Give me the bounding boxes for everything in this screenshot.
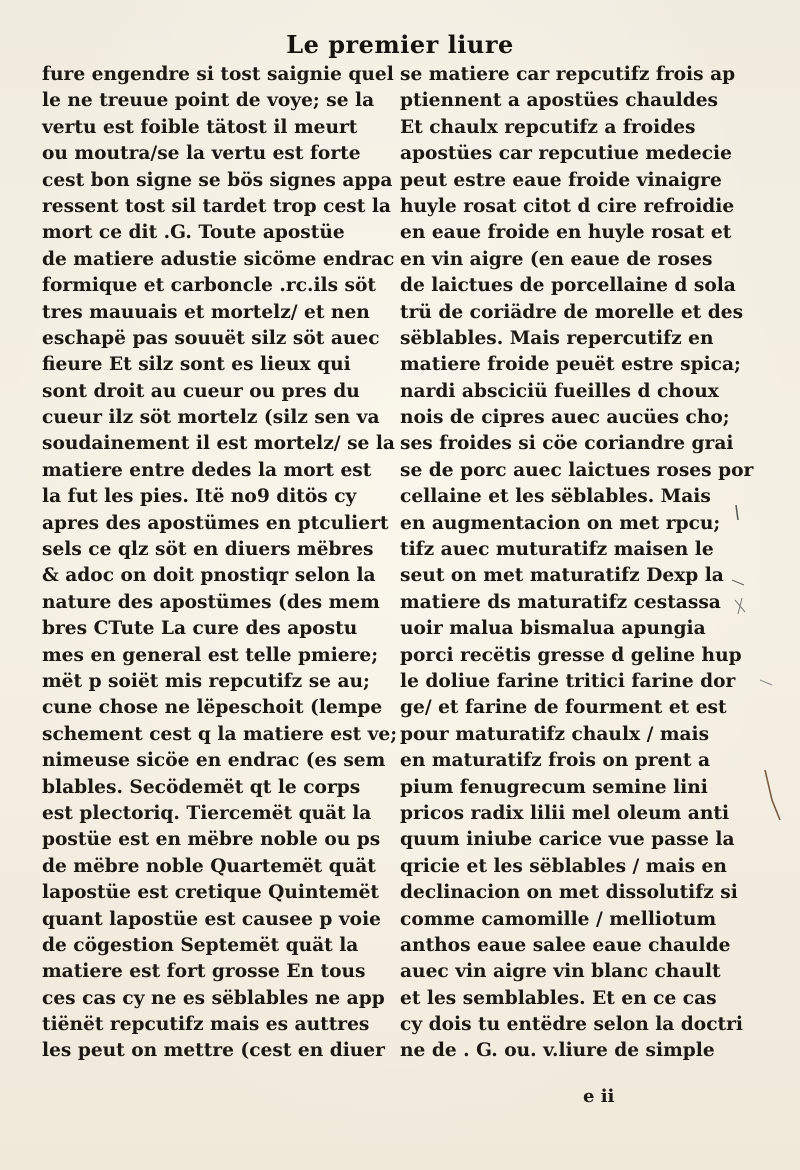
text-line: huyle rosat citot d cire refroidie: [400, 195, 735, 217]
text-line: le doliue farine tritici farine dor: [400, 670, 736, 692]
text-line: cellaine et les sëblables. Mais: [400, 486, 711, 508]
text-line: apres des apostümes en ptculiert: [42, 512, 389, 534]
text-line: auec vin aigre vin blanc chault: [400, 961, 721, 983]
text-line: cueur ilz söt mortelz (silz sen va: [42, 407, 380, 429]
page-signature: e ii: [583, 1086, 615, 1107]
text-line: ces cas cy ne es sëblables ne app: [42, 987, 385, 1009]
text-line: tiënët repcutifz mais es auttres: [42, 1014, 370, 1036]
text-line: les peut on mettre (cest en diuer: [42, 1040, 385, 1062]
text-line: vertu est foible tätost il meurt: [42, 116, 358, 138]
text-line: & adoc on doit pnostiqr selon la: [42, 565, 376, 587]
text-line: cy dois tu entëdre selon la doctri: [400, 1014, 743, 1036]
text-line: trü de coriädre de morelle et des: [400, 301, 744, 323]
text-line: peut estre eaue froide vinaigre: [400, 169, 722, 191]
text-line: bres CTute La cure des apostu: [42, 618, 358, 640]
text-line: nois de cipres auec aucües cho;: [400, 407, 730, 429]
text-line: le ne treuue point de voye; se la: [42, 90, 375, 112]
text-line: de laictues de porcellaine d sola: [400, 275, 736, 297]
text-line: matiere entre dedes la mort est: [42, 459, 372, 481]
text-line: uoir malua bismalua apungia: [400, 618, 706, 640]
margin-mark: [760, 680, 772, 685]
text-line: ptiennent a apostües chauldes: [400, 90, 719, 112]
text-line: pricos radix lilii mel oleum anti: [400, 802, 730, 824]
text-line: sëblables. Mais repercutifz en: [400, 327, 714, 349]
text-line: pour maturatifz chaulx / mais: [400, 723, 710, 745]
text-line: de matiere adustie sicöme endrac: [42, 248, 395, 270]
text-line: en vin aigre (en eaue de roses: [400, 248, 713, 270]
text-line: quant lapostüe est causee p voie: [42, 908, 381, 930]
text-line: declinacion on met dissolutifz si: [400, 882, 738, 904]
text-line: Et chaulx repcutifz a froides: [400, 116, 696, 138]
text-line: pium fenugrecum semine lini: [400, 776, 708, 798]
text-line: formique et carboncle .rc.ils söt: [42, 275, 377, 297]
text-line: nimeuse sicöe en endrac (es sem: [42, 750, 386, 772]
text-line: ge/ et farine de fourment et est: [400, 697, 727, 719]
text-line: est plectoriq. Tiercemët quät la: [42, 802, 372, 824]
margin-mark: [732, 580, 744, 585]
text-line: nature des apostümes (des mem: [42, 591, 380, 613]
text-line: comme camomille / melliotum: [400, 908, 717, 930]
text-line: sels ce qlz söt en diuers mëbres: [42, 539, 374, 561]
text-line: en augmentacion on met rpcu;: [400, 512, 721, 534]
text-line: fure engendre si tost saignie quel: [42, 64, 394, 85]
margin-mark: [765, 770, 780, 820]
text-line: eschapë pas souuët silz söt auec: [42, 327, 380, 349]
text-line: soudainement il est mortelz/ se la: [42, 433, 395, 455]
running-head: Le premier liure: [286, 30, 514, 59]
text-line: nardi absciciü fueilles d choux: [400, 380, 719, 402]
text-line: se de porc auec laictues roses por: [400, 459, 754, 481]
text-line: ses froides si cöe coriandre grai: [400, 433, 734, 455]
text-line: mes en general est telle pmiere;: [42, 644, 379, 666]
text-line: cune chose ne lëpeschoit (lempe: [42, 697, 383, 719]
text-line: sont droit au cueur ou pres du: [42, 380, 360, 402]
text-line: lapostüe est cretique Quintemët: [42, 882, 379, 904]
text-line: de cögestion Septemët quät la: [42, 934, 359, 956]
text-line: se matiere car repcutifz frois ap: [400, 64, 736, 85]
text-line: postüe est en mëbre noble ou ps: [42, 829, 381, 851]
text-line: la fut les pies. Itë no9 ditös cy: [42, 486, 357, 508]
text-line: mort ce dit .G. Toute apostüe: [42, 222, 345, 244]
text-line: tres mauuais et mortelz/ et nen: [42, 301, 370, 323]
text-line: et les semblables. Et en ce cas: [400, 987, 717, 1009]
text-line: mët p soiët mis repcutifz se au;: [42, 670, 370, 692]
text-line: en maturatifz frois on prent a: [400, 750, 711, 772]
text-line: quum iniube carice vue passe la: [400, 829, 735, 851]
text-line: de mëbre noble Quartemët quät: [42, 855, 376, 877]
text-line: matiere est fort grosse En tous: [42, 961, 366, 983]
text-line: matiere ds maturatifz cestassa: [400, 591, 721, 613]
text-line: matiere froide peuët estre spica;: [400, 354, 741, 376]
text-line: ne de . G. ou. v.liure de simple: [400, 1040, 715, 1062]
text-line: seut on met maturatifz Dexp la: [400, 565, 724, 587]
text-line: apostües car repcutiue medecie: [400, 143, 732, 165]
text-line: cest bon signe se bös signes appa: [42, 169, 393, 191]
text-line: anthos eaue salee eaue chaulde: [400, 934, 731, 956]
margin-mark: [736, 505, 738, 520]
text-line: fieure Et silz sont es lieux qui: [42, 354, 351, 376]
text-line: porci recëtis gresse d geline hup: [400, 644, 742, 666]
text-line: en eaue froide en huyle rosat et: [400, 222, 732, 244]
text-line: qricie et les sëblables / mais en: [400, 855, 727, 877]
text-line: ou moutra/se la vertu est forte: [42, 143, 361, 165]
margin-mark: [735, 598, 745, 614]
text-line: schement cest q la matiere est ve;: [42, 723, 398, 745]
text-line: tifz auec muturatifz maisen le: [400, 539, 714, 561]
text-line: ressent tost sil tardet trop cest la: [42, 195, 391, 217]
text-line: blables. Secödemët qt le corps: [42, 776, 361, 798]
